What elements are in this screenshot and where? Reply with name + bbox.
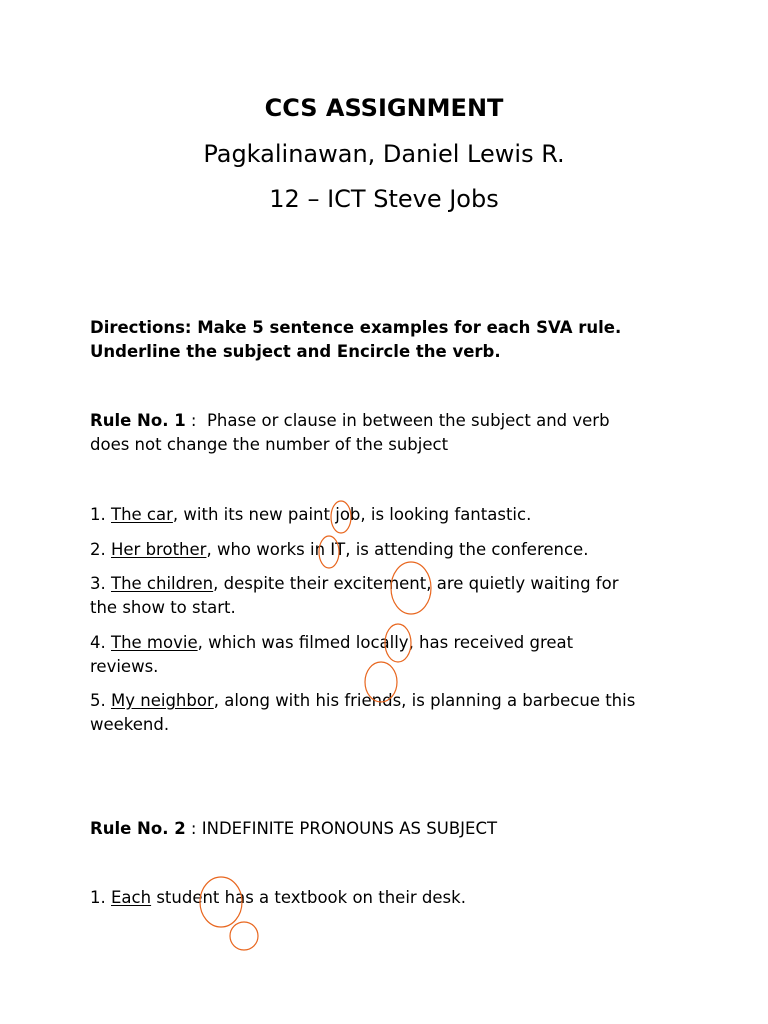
class-section: 12 – ICT Steve Jobs bbox=[269, 185, 499, 213]
rule-1-heading bbox=[90, 409, 690, 457]
example-continuation: the show to start. bbox=[90, 598, 236, 617]
example-subject: The movie bbox=[111, 633, 198, 652]
example-text: , with its new paint job, is looking fantastic. bbox=[172, 505, 532, 524]
example-line bbox=[90, 503, 690, 527]
example-line bbox=[90, 886, 690, 910]
rule-1-description-2: does not change the number of the subject bbox=[90, 435, 449, 454]
rule-1-example-1 bbox=[90, 503, 690, 527]
example-subject: The car bbox=[111, 505, 173, 524]
rule-1-example-3 bbox=[90, 572, 690, 620]
rule-2-label: Rule No. 2 bbox=[90, 819, 186, 838]
rule-2-separator: : bbox=[185, 819, 202, 838]
example-line bbox=[90, 572, 690, 596]
example-text: , despite their excitement, are quietly waiting for bbox=[213, 574, 619, 593]
example-text: , which was filmed locally, has received great bbox=[197, 633, 574, 652]
example-subject: My neighbor bbox=[111, 691, 214, 710]
rule-2-description: INDEFINITE PRONOUNS AS SUBJECT bbox=[201, 819, 498, 838]
document-title: CCS ASSIGNMENT bbox=[264, 94, 504, 122]
encircle-mark bbox=[230, 922, 258, 950]
rule-1-example-2 bbox=[90, 538, 690, 562]
rule-2-example-1 bbox=[90, 886, 690, 910]
rule-2-heading bbox=[90, 817, 690, 841]
example-line bbox=[90, 631, 690, 655]
example-number: 3. bbox=[90, 574, 111, 593]
directions bbox=[90, 316, 690, 364]
author-name: Pagkalinawan, Daniel Lewis R. bbox=[203, 140, 565, 168]
example-number: 1. bbox=[90, 505, 111, 524]
example-number: 1. bbox=[90, 888, 111, 907]
directions-line-1: Directions: Make 5 sentence examples for each SVA rule. bbox=[90, 318, 622, 337]
example-continuation: reviews. bbox=[90, 657, 159, 676]
example-subject: Her brother bbox=[111, 540, 207, 559]
example-text: , along with his friends, is planning a barbecue this bbox=[213, 691, 636, 710]
rule-2-line bbox=[90, 817, 690, 841]
rule-1-line-1 bbox=[90, 409, 690, 433]
example-subject: Each bbox=[111, 888, 152, 907]
rule-1-example-4 bbox=[90, 631, 690, 679]
rule-1-separator: : bbox=[185, 411, 207, 430]
rule-1-example-5 bbox=[90, 689, 690, 737]
rule-1-label: Rule No. 1 bbox=[90, 411, 186, 430]
rule-1-description-1: Phase or clause in between the subject and verb bbox=[206, 411, 610, 430]
example-text: student has a textbook on their desk. bbox=[151, 888, 466, 907]
example-line bbox=[90, 689, 690, 713]
example-continuation: weekend. bbox=[90, 715, 170, 734]
example-subject: The children bbox=[111, 574, 214, 593]
example-text: , who works in IT, is attending the conference. bbox=[206, 540, 589, 559]
example-number: 5. bbox=[90, 691, 111, 710]
example-number: 2. bbox=[90, 540, 111, 559]
example-number: 4. bbox=[90, 633, 111, 652]
directions-line-2: Underline the subject and Encircle the verb. bbox=[90, 342, 501, 361]
example-line bbox=[90, 538, 690, 562]
